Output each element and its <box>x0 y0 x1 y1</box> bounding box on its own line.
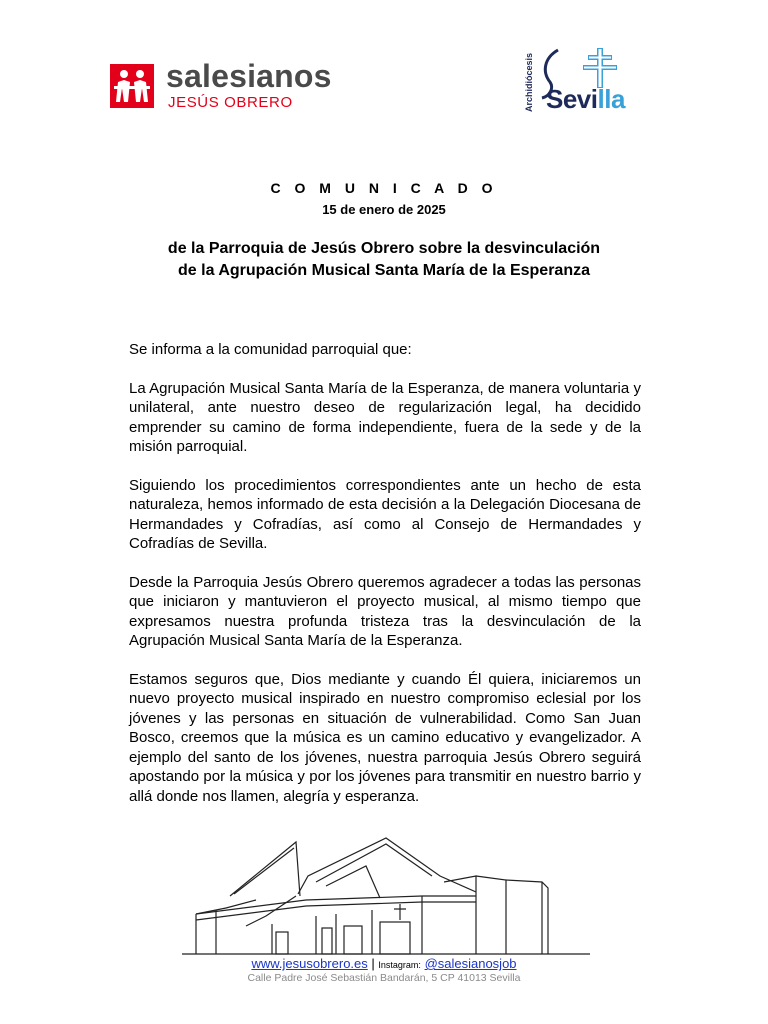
archdiocese-label-wrap <box>524 52 538 112</box>
footer-links <box>0 956 768 971</box>
city-main: Sevi <box>546 84 598 114</box>
footer-separator: | <box>371 956 375 971</box>
body-paragraph: Siguiendo los procedimientos correspondientes ante un hecho de esta naturaleza, hemos informado de esta decisión a la Delegación Diocesana de Hermandades y Cofradías, así como al Consejo de Hermandades y Cofradías de Sevilla. <box>129 476 641 552</box>
communique-date: 15 de enero de 2025 <box>322 202 446 217</box>
footer-address: Calle Padre José Sebastián Bandarán, 5 CP 41013 Sevilla <box>247 972 521 984</box>
salesianos-logo <box>110 60 350 116</box>
brand-subtitle: JESÚS OBRERO <box>168 94 293 111</box>
body-paragraph: La Agrupación Musical Santa María de la Esperanza, de manera voluntaria y unilateral, ante nuestro deseo de regularización legal, ha decidido emprender su camino de forma independiente, fuera de la sede y de la misión parroquial. <box>129 379 641 455</box>
communique-subject <box>0 238 768 282</box>
body-paragraph: Desde la Parroquia Jesús Obrero queremos agradecer a todas las personas que iniciaron y mantuvieron el proyecto musical, al mismo tiempo que expresamos nuestra profunda tristeza tras la desvinculación de la Agrupación Musical Santa María de la Esperanza. <box>129 573 641 649</box>
body-paragraph: Se informa a la comunidad parroquial que: <box>129 341 412 358</box>
brand-name: salesianos <box>166 58 332 94</box>
subject-line-2: de la Agrupación Musical Santa María de la Esperanza <box>178 262 590 279</box>
salesianos-emblem-icon <box>110 64 154 108</box>
website-link[interactable]: www.jesusobrero.es <box>251 956 368 971</box>
communique-title: C O M U N I C A D O <box>270 180 498 196</box>
archdiocese-logo <box>522 46 632 118</box>
subject-line-1: de la Parroquia de Jesús Obrero sobre la desvinculación <box>167 240 601 257</box>
communique-body <box>129 340 641 825</box>
city-accent: lla <box>597 84 625 114</box>
instagram-link[interactable]: @salesianosjob <box>424 956 517 971</box>
archdiocese-label: Archidiócesis <box>524 52 534 112</box>
church-drawing <box>176 836 596 960</box>
city-name <box>546 84 625 115</box>
body-paragraph: Estamos seguros que, Dios mediante y cuando Él quiera, iniciaremos un nuevo proyecto musical inspirado en nuestro compromiso eclesial por los jóvenes y las personas en situación de vulnerabilidad. Como San Juan Bosco, creemos que la música es un camino educativo y evangelizador. A ejemplo del santo de los jóvenes, nuestra parroquia Jesús Obrero seguirá apostando por la música y por los jóvenes para transmitir en nuestro barrio y allá donde nos llamen, alegría y esperanza. <box>129 670 641 805</box>
instagram-label: Instagram: <box>378 960 421 970</box>
